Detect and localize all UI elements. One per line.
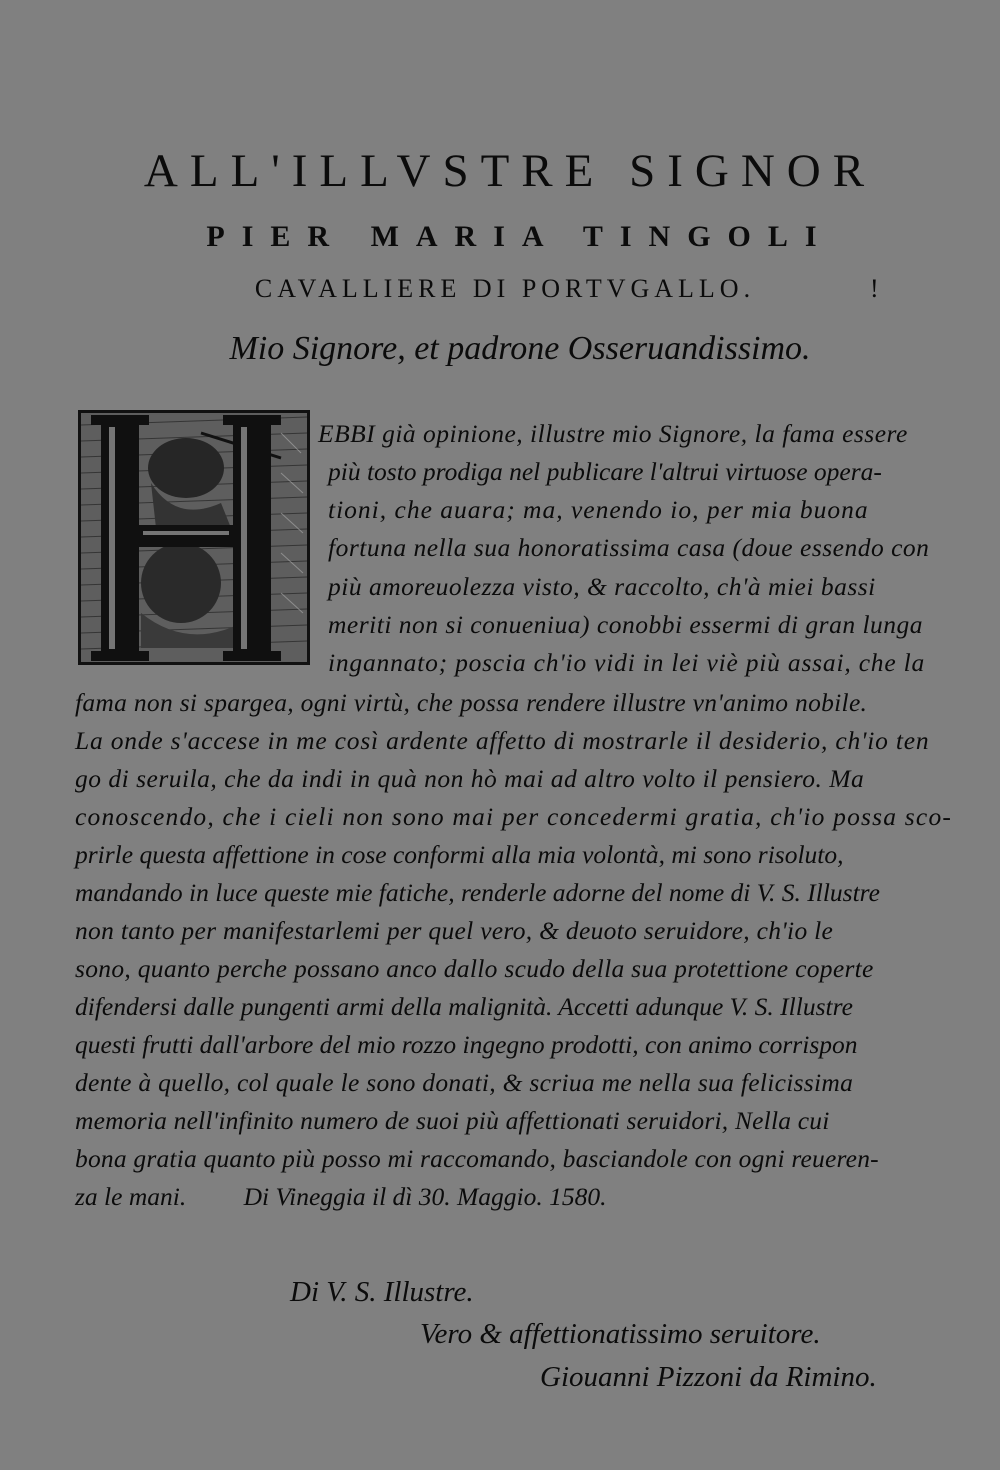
body-line-15: sono, quanto perche possano anco dallo scudo della sua protettione coperte (75, 954, 874, 983)
body-line-12: prirle questa affettione in cose conformi alla mia volontà, mi sono risoluto, (75, 840, 844, 869)
body-line-14: non tanto per manifestarlemi per quel vero, & deuoto seruidore, ch'io le (75, 916, 834, 945)
closing-address: Di V. S. Illustre. (290, 1276, 474, 1308)
body-line-1: EBBI già opinione, illustre mio Signore, la fama essere (318, 419, 908, 448)
margin-mark: ! (870, 274, 879, 303)
body-line-18: dente à quello, col quale le sono donati, & scriua me nella sua felicissima (75, 1068, 854, 1097)
body-line-16: difendersi dalle pungenti armi della malignità. Accetti adunque V. S. Illustre (75, 992, 853, 1021)
body-line-3: tioni, che auara; ma, venendo io, per mia buona (328, 495, 869, 524)
signature-name: Giouanni Pizzoni da Rimino. (540, 1361, 877, 1393)
body-line-4: fortuna nella sua honoratissima casa (doue essendo con (328, 533, 930, 562)
heading-dedicatee-rank: CAVALLIERE DI PORTVGALLO. (254, 274, 756, 303)
closing-servant: Vero & affettionatissimo seruitore. (420, 1318, 821, 1350)
body-line-13: mandando in luce queste mie fatiche, renderle adorne del nome di V. S. Illustre (75, 878, 880, 907)
body-line-11: conoscendo, che i cieli non sono mai per concedermi gratia, ch'io possa sco- (75, 802, 953, 831)
body-line-6: meriti non si conueniua) conobbi essermi di gran lunga (328, 610, 924, 639)
body-line-5: più amoreuolezza visto, & raccolto, ch'à miei bassi (328, 572, 876, 601)
salutation: Mio Signore, et padrone Osseruandissimo. (229, 330, 811, 367)
decorated-initial-h (78, 410, 310, 665)
body-line-17: questi frutti dall'arbore del mio rozzo ingegno prodotti, con animo corrispon (75, 1030, 858, 1059)
body-line-8: fama non si spargea, ogni virtù, che possa rendere illustre vn'animo nobile. (75, 688, 868, 717)
body-line-9: La onde s'accese in me così ardente affetto di mostrarle il desiderio, ch'io ten (75, 726, 930, 755)
body-line-10: go di seruila, che da indi in quà non hò mai ad altro volto il pensiero. Ma (75, 764, 865, 793)
body-line-7: ingannato; poscia ch'io vidi in lei viè più assai, che la (328, 648, 926, 677)
woodcut-illustration (81, 413, 307, 662)
heading-title: ALL'ILLVSTRE SIGNOR (143, 145, 877, 197)
body-line-20: bona gratia quanto più posso mi raccomando, basciandole con ogni reueren- (75, 1144, 879, 1173)
body-line-21: za le mani. Di Vineggia il dì 30. Maggio. 1580. (75, 1182, 607, 1211)
body-line-19: memoria nell'infinito numero de suoi più affettionati seruidori, Nella cui (75, 1106, 830, 1135)
heading-dedicatee-name: PIER MARIA TINGOLI (206, 220, 834, 253)
body-line-2: più tosto prodiga nel publicare l'altrui virtuose opera- (328, 457, 882, 486)
